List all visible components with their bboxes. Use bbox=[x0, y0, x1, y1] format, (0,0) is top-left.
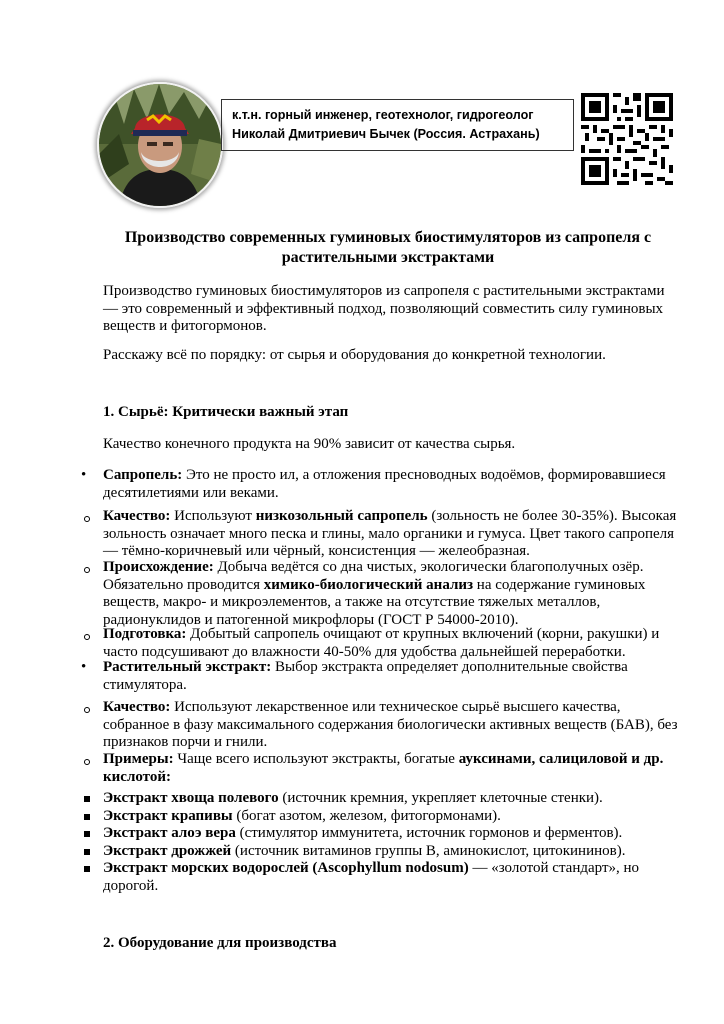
intro-paragraph: Производство гуминовых биостимуляторов из сапропеля с растительными экстрактами — это современный и эффективный подход, позволяющий совместить силу гуминовых веществ и фитогормонов. bbox=[103, 283, 665, 334]
bullet-dot-icon: • bbox=[81, 659, 87, 675]
author-credentials: к.т.н. горный инженер, геотехнолог, гидрогеолог bbox=[232, 108, 534, 122]
list-item-text: (источник кремния, укрепляет клеточные стенки). bbox=[278, 790, 603, 806]
section-1-text: Качество конечного продукта на 90% зависит от качества сырья. bbox=[103, 436, 516, 452]
list-item-text: (зольность не более 30-35%). Высокая зольность означает много песка и глины, мало органики и гумуса. Цвет такого сапропеля — тёмно-коричневый или чёрный, консистенция — желеобразная. bbox=[103, 508, 677, 559]
list-item-label: Экстракт алоэ вера bbox=[103, 825, 236, 841]
intro-paragraph-2: Расскажу всё по порядку: от сырья и оборудования до конкретной технологии. bbox=[103, 347, 606, 363]
list-item-label: Подготовка: bbox=[103, 626, 187, 642]
bullet-square-icon bbox=[84, 814, 90, 820]
list-item-extract-nettle bbox=[103, 808, 683, 826]
bullet-square-icon bbox=[84, 866, 90, 872]
list-item-label: Экстракт крапивы bbox=[103, 808, 233, 824]
bullet-dot-icon: • bbox=[81, 467, 87, 483]
list-item-text: (стимулятор иммунитета, источник гормонов и ферментов). bbox=[235, 825, 623, 841]
bullet-square-icon bbox=[84, 796, 90, 802]
document-title: Производство современных гуминовых биостимуляторов из сапропеля с растительными экстрактами bbox=[124, 229, 652, 266]
list-item-preparation bbox=[103, 626, 683, 661]
bullet-square-icon bbox=[84, 831, 90, 837]
bullet-circle-icon bbox=[84, 516, 90, 522]
list-item-text: Используют лекарственное или техническое сырьё высшего качества, собранное в фазу максимального содержания биологически активных веществ (БАВ), без признаков порчи и гнили. bbox=[103, 699, 678, 750]
list-item-text: на содержание гуминовых веществ, макро- и микроэлементов, а также на отсутствие тяжелых металлов, радионуклидов и патогенной микрофлоры (ГОСТ Р 54000-2010). bbox=[103, 576, 646, 628]
list-item-label: Экстракт дрожжей bbox=[103, 843, 232, 859]
list-item-origin bbox=[103, 559, 683, 629]
qr-code-icon bbox=[581, 93, 673, 185]
bullet-square-icon bbox=[84, 849, 90, 855]
list-item-text: Добытый сапропель очищают от крупных включений (корни, ракушки) и часто подсушивают до влажности 40-50% для удобства дальнейшей переработки. bbox=[103, 626, 660, 660]
list-item-text: (богат азотом, железом, фитогормонами). bbox=[232, 808, 501, 824]
list-item-extract-horsetail bbox=[103, 790, 683, 808]
list-item-emphasis: низкозольный сапропель bbox=[255, 508, 428, 524]
bullet-circle-icon bbox=[84, 567, 90, 573]
list-item-emphasis: химико-биологический анализ bbox=[263, 576, 474, 593]
list-item-examples bbox=[103, 751, 683, 786]
list-item-extract-yeast bbox=[103, 843, 683, 861]
list-item-text: Используют bbox=[170, 508, 256, 524]
list-item-text: Чаще всего используют экстракты, богатые bbox=[173, 751, 459, 767]
bullet-circle-icon bbox=[84, 634, 90, 640]
list-item-text: (источник витаминов группы B, аминокислот, цитокининов). bbox=[231, 843, 626, 859]
list-item-label: Качество: bbox=[103, 699, 171, 715]
list-item-extract-aloe bbox=[103, 825, 683, 843]
list-item-label: Качество: bbox=[103, 508, 171, 524]
list-item-plant-extract bbox=[103, 659, 683, 694]
list-item-sapropel bbox=[103, 467, 683, 502]
list-item-emphasis: ауксинами, салициловой и др. кислотой: bbox=[103, 751, 664, 785]
section-1-heading: 1. Сырьё: Критически важный этап bbox=[103, 404, 349, 420]
document-header bbox=[0, 0, 724, 200]
list-item-text: Выбор экстракта определяет дополнительные свойства стимулятора. bbox=[103, 659, 628, 693]
list-item-label: Сапропель: bbox=[103, 467, 183, 483]
list-item-label: Экстракт хвоща полевого bbox=[103, 790, 279, 806]
bullet-circle-icon bbox=[84, 759, 90, 765]
author-name: Николай Дмитриевич Бычек (Россия. Астрахань) bbox=[232, 127, 540, 141]
list-item-label: Примеры: bbox=[103, 751, 174, 767]
list-item-label: Происхождение: bbox=[103, 559, 214, 575]
list-item-quality-2 bbox=[103, 699, 683, 752]
list-item-text: Добыча ведётся со дна чистых, экологически благополучных озёр. Обязательно проводится bbox=[103, 559, 644, 593]
author-info-box bbox=[221, 99, 574, 151]
list-item-label: Растительный экстракт: bbox=[103, 659, 272, 675]
author-portrait-icon bbox=[99, 84, 221, 206]
list-item-extract-seaweed bbox=[103, 860, 683, 895]
list-item-text: — «золотой стандарт», но дорогой. bbox=[103, 860, 640, 894]
section-2-heading: 2. Оборудование для производства bbox=[103, 935, 337, 951]
bullet-circle-icon bbox=[84, 707, 90, 713]
author-avatar bbox=[97, 82, 223, 208]
list-item-label: Экстракт морских водорослей (Ascophyllum nodosum) bbox=[103, 860, 469, 876]
list-item-text: Это не просто ил, а отложения пресноводных водоёмов, формировавшиеся десятилетиями или веками. bbox=[103, 467, 666, 501]
list-item-quality bbox=[103, 508, 683, 561]
